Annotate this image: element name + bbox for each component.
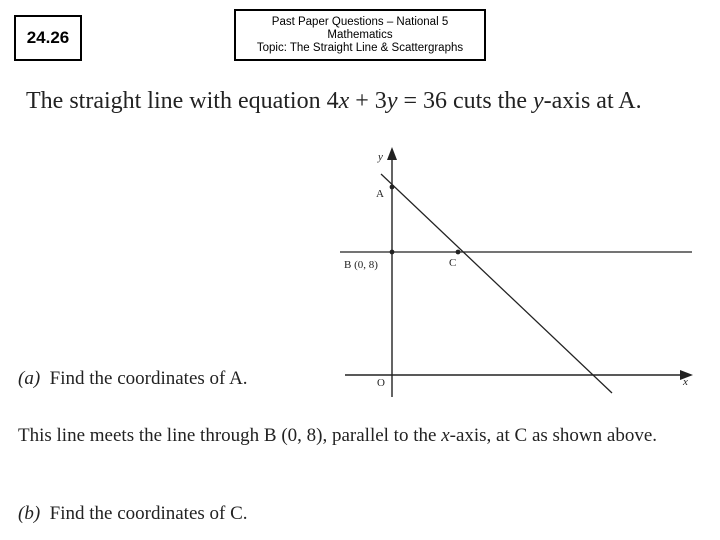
paper-title-line-3: Topic: The Straight Line & Scattergraphs (256, 41, 464, 54)
stem-var-y-axis: y (532, 88, 544, 114)
stem-text-1: The straight line with equation 4 (26, 88, 339, 114)
question-code: 24.26 (14, 15, 82, 61)
straight-line-4x-3y-36 (381, 174, 612, 393)
part-b-label: (b) (18, 503, 41, 524)
body-var-x: x (441, 425, 450, 446)
point-c (456, 250, 461, 255)
point-a-label: A (376, 188, 384, 200)
body-text-2: -axis, at C as shown above. (449, 425, 658, 446)
stem-text-3: = 36 cuts the (397, 88, 533, 114)
paper-title-line-2: Mathematics (327, 28, 393, 41)
y-axis-arrowhead (387, 147, 397, 160)
paper-title-line-1: Past Paper Questions – National 5 (271, 15, 449, 28)
body-text-1: This line meets the line through B (0, 8), parallel to the (18, 425, 442, 446)
part-a-question (18, 368, 248, 390)
point-a (390, 185, 395, 190)
point-b (390, 250, 395, 255)
origin-label: O (377, 377, 385, 389)
part-b-question (18, 503, 248, 525)
stem-text-4: -axis at A. (543, 88, 642, 114)
part-a-text: Find the coordinates of A. (49, 368, 248, 389)
x-axis-label: x (683, 376, 688, 388)
y-axis-label: y (378, 151, 383, 163)
stem-var-x: x (338, 88, 350, 114)
part-b-intro (18, 422, 708, 450)
part-a-label: (a) (18, 368, 41, 389)
stem-var-y: y (386, 88, 398, 114)
point-b-label: B (0, 8) (344, 259, 378, 271)
point-c-label: C (449, 257, 457, 269)
stem-text-2: + 3 (349, 88, 387, 114)
part-b-text: Find the coordinates of C. (49, 503, 248, 524)
